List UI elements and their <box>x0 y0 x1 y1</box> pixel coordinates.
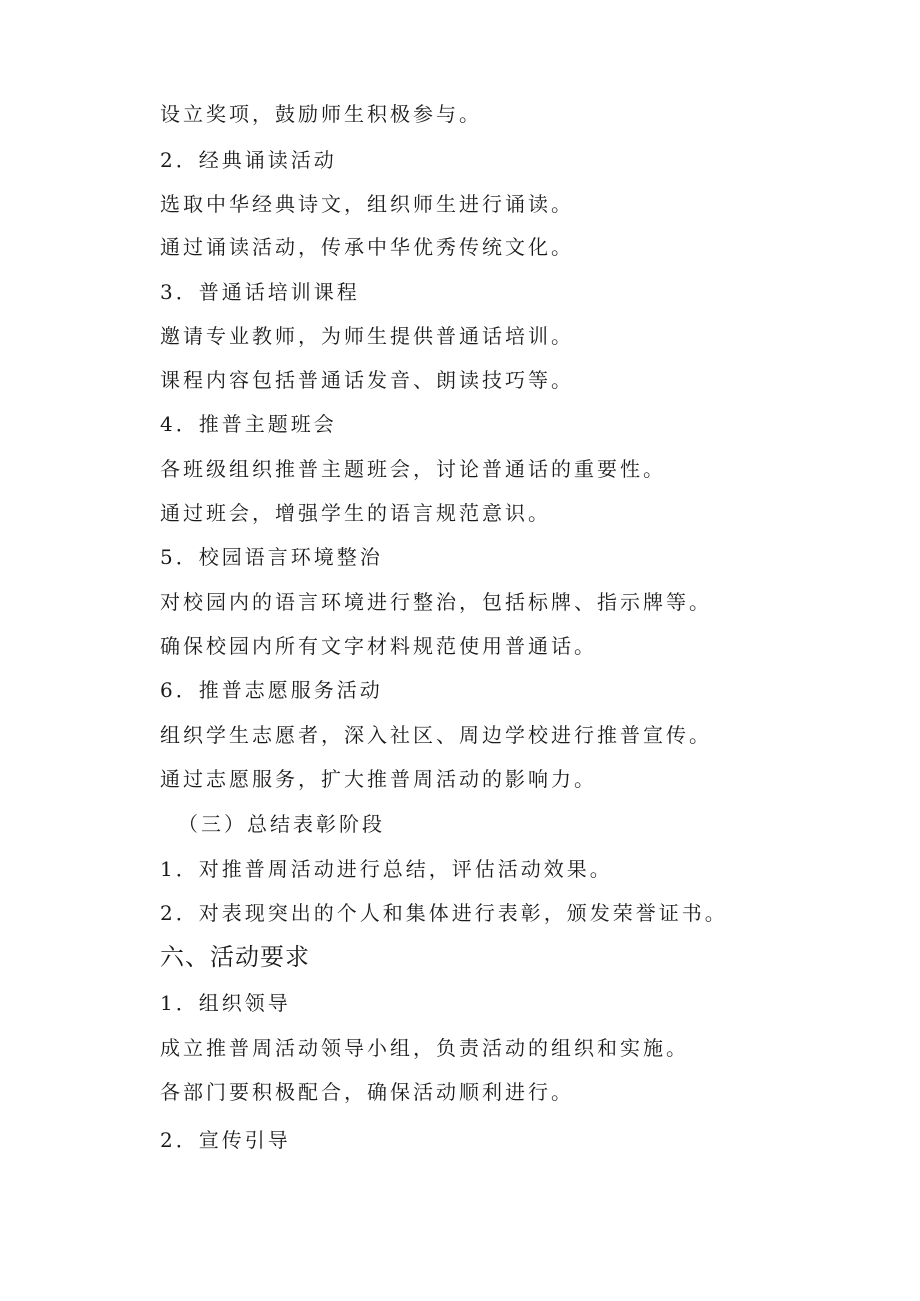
item-title: 6．推普志愿服务活动 <box>160 678 383 702</box>
paragraph-line: 各班级组织推普主题班会，讨论普通话的重要性。 <box>160 457 666 481</box>
paragraph-line: 通过班会，增强学生的语言规范意识。 <box>160 501 551 525</box>
item-title: 2．宣传引导 <box>160 1128 291 1152</box>
paragraph-line: 2．对表现突出的个人和集体进行表彰，颁发荣誉证书。 <box>160 901 728 925</box>
paragraph-line: 成立推普周活动领导小组，负责活动的组织和实施。 <box>160 1036 689 1060</box>
paragraph-line: 各部门要积极配合，确保活动顺利进行。 <box>160 1080 574 1104</box>
section-heading: 六、活动要求 <box>160 943 310 971</box>
paragraph-line: 1．对推普周活动进行总结，评估活动效果。 <box>160 857 613 881</box>
paragraph-line: 确保校园内所有文字材料规范使用普通话。 <box>160 634 597 658</box>
item-title: 2．经典诵读活动 <box>160 148 337 172</box>
item-title: 4．推普主题班会 <box>160 412 337 436</box>
paragraph-line: 课程内容包括普通话发音、朗读技巧等。 <box>160 368 574 392</box>
paragraph-line: 通过诵读活动，传承中华优秀传统文化。 <box>160 235 574 259</box>
item-title: 5．校园语言环境整治 <box>160 545 383 569</box>
item-title: 3．普通话培训课程 <box>160 280 360 304</box>
paragraph-line: 组织学生志愿者，深入社区、周边学校进行推普宣传。 <box>160 723 712 747</box>
paragraph-line: 设立奖项，鼓励师生积极参与。 <box>160 102 482 126</box>
item-title: 1．组织领导 <box>160 991 291 1015</box>
paragraph-line: 对校园内的语言环境进行整治，包括标牌、指示牌等。 <box>160 590 712 614</box>
paragraph-line: 通过志愿服务，扩大推普周活动的影响力。 <box>160 767 597 791</box>
paragraph-line: 选取中华经典诗文，组织师生进行诵读。 <box>160 192 574 216</box>
section-subheading: （三）总结表彰阶段 <box>178 812 385 836</box>
paragraph-line: 邀请专业教师，为师生提供普通话培训。 <box>160 324 574 348</box>
